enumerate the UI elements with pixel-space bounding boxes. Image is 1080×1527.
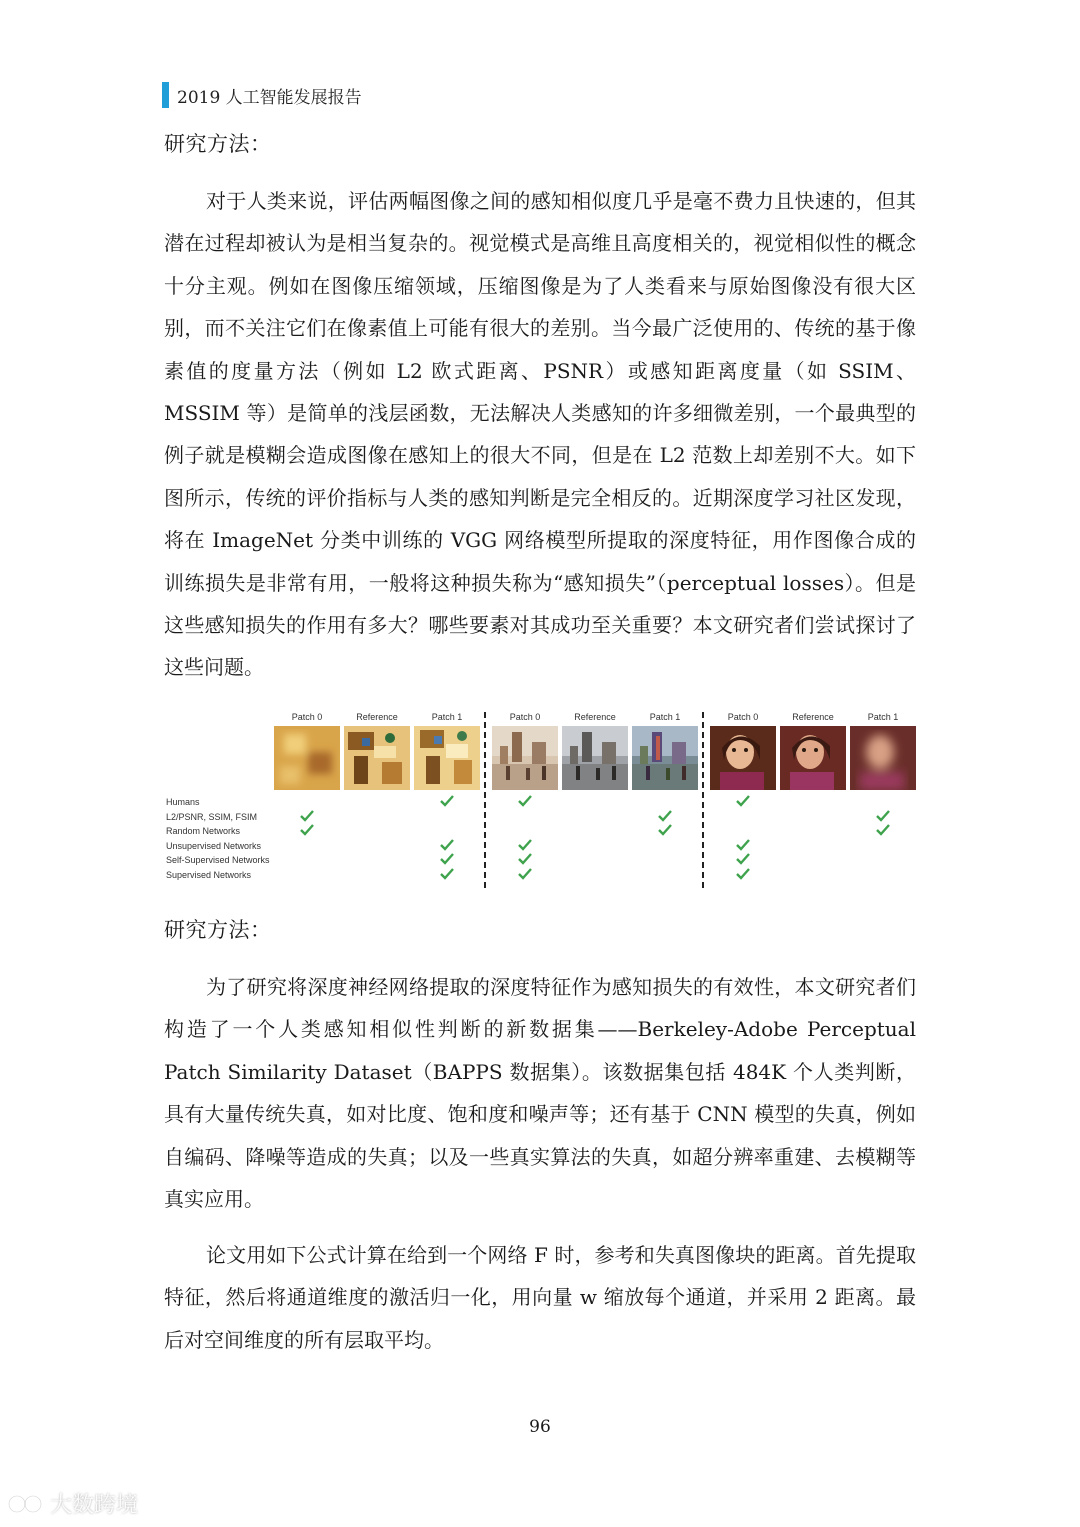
section-paragraph-1: 对于人类来说，评估两幅图像之间的感知相似度几乎是毫不费力且快速的，但其潜在过程却被认为是相当复杂的。视觉模式是高维且高度相关的，视觉相似性的概念十分主观。例如在图像压缩领域，压缩图像是为了人类看来与原始图像没有很大区别，而不关注它们在像素值上可能有很大的差别。当今最广泛使用的、传统的基于像素值的度量方法（例如 L2 欧式距离、PSNR）或感知距离度量（如 SSIM、MSSIM 等）是简单的浅层函数，无法解决人类感知的许多细微差别，一个最典型的例子就是模糊会造成图像在感知上的很大不同，但是在 L2 范数上却差别不大。如下图所示，传统的评价指标与人类的感知判断是完全相反的。近期深度学习社区发现，将在 ImageNet 分类中训练的 VGG 网络模型所提取的深度特征，用作图像合成的训练损失是非常有用，一般将这种损失称为“感知损失”（perceptual losses）。但是这些感知损失的作用有多大？哪些要素对其成功至关重要？本文研究者们尝试探讨了这些问题。 (164, 189, 916, 680)
check-icon (736, 853, 750, 865)
section-paragraph-3: 论文用如下公式计算在给到一个网络 F 时，参考和失真图像块的距离。首先提取特征，然后将通道维度的激活归一化，用向量 w 缩放每个通道，并采用 2 距离。最后对空间维度的所有层取平均。 (164, 1243, 916, 1352)
group-divider (702, 712, 704, 888)
check-icon (440, 839, 454, 851)
check-icon (300, 824, 314, 836)
check-icon (658, 824, 672, 836)
watermark (6, 1488, 138, 1519)
check-icon (736, 868, 750, 880)
page-number: 96 (529, 1417, 551, 1437)
patch-image-g3-reference (780, 726, 846, 790)
comparison-figure (164, 708, 916, 890)
col-label-g1-patch1: Patch 1 (431, 712, 463, 722)
col-label-g2-reference: Reference (574, 712, 616, 722)
watermark-text: 大数跨境 (50, 1493, 139, 1518)
check-icon (440, 795, 454, 807)
row-label-l2-psnr-ssim-fsim: L2/PSNR, SSIM, FSIM (166, 812, 258, 822)
check-icon (736, 839, 750, 851)
check-icon (518, 795, 532, 807)
col-label-g3-reference: Reference (792, 712, 834, 722)
patch-image-g3-patch1 (850, 726, 916, 790)
check-icon (876, 810, 890, 822)
watermark-logo-icon (6, 1490, 46, 1518)
row-label-humans: Humans (166, 797, 200, 807)
check-icon (876, 824, 890, 836)
col-label-g1-patch0: Patch 0 (291, 712, 323, 722)
row-label-unsupervised-networks: Unsupervised Networks (166, 841, 262, 851)
section-heading-1: 研究方法： (164, 132, 272, 156)
patch-image-g2-patch1 (632, 726, 698, 790)
row-label-random-networks: Random Networks (166, 826, 241, 836)
check-icon (440, 868, 454, 880)
patch-image-g2-patch0 (492, 726, 558, 790)
row-label-self-supervised-networks: Self-Supervised Networks (166, 855, 270, 865)
group-divider (484, 712, 486, 888)
col-label-g2-patch1: Patch 1 (649, 712, 681, 722)
check-icon (518, 868, 532, 880)
check-icon (300, 810, 314, 822)
check-icon (736, 795, 750, 807)
patch-image-g1-patch1 (414, 726, 480, 790)
check-icon (518, 853, 532, 865)
patch-image-g2-reference (562, 726, 628, 790)
row-label-supervised-networks: Supervised Networks (166, 870, 252, 880)
header-accent-bar (162, 82, 169, 108)
col-label-g1-reference: Reference (356, 712, 398, 722)
patch-image-g1-patch0 (274, 726, 340, 790)
check-icon (658, 810, 672, 822)
check-icon (518, 839, 532, 851)
section-paragraph-2: 为了研究将深度神经网络提取的深度特征作为感知损失的有效性，本文研究者们构造了一个人类感知相似性判断的新数据集——Berkeley-Adobe Perceptual Patch Similarity Dataset（BAPPS 数据集）。该数据集包括 484K 个人类判断，具有大量传统失真，如对比度、饱和度和噪声等；还有基于 CNN 模型的失真，例如自编码、降噪等造成的失真；以及一些真实算法的失真，如超分辨率重建、去模糊等真实应用。 (164, 975, 916, 1212)
report-header (162, 80, 362, 110)
col-label-g2-patch0: Patch 0 (509, 712, 541, 722)
section-heading-2: 研究方法： (164, 918, 272, 942)
check-icon (440, 853, 454, 865)
patch-image-g1-reference (344, 726, 410, 790)
header-title: 2019 人工智能发展报告 (177, 87, 362, 108)
col-label-g3-patch0: Patch 0 (727, 712, 759, 722)
col-label-g3-patch1: Patch 1 (867, 712, 899, 722)
patch-image-g3-patch0 (710, 726, 776, 790)
